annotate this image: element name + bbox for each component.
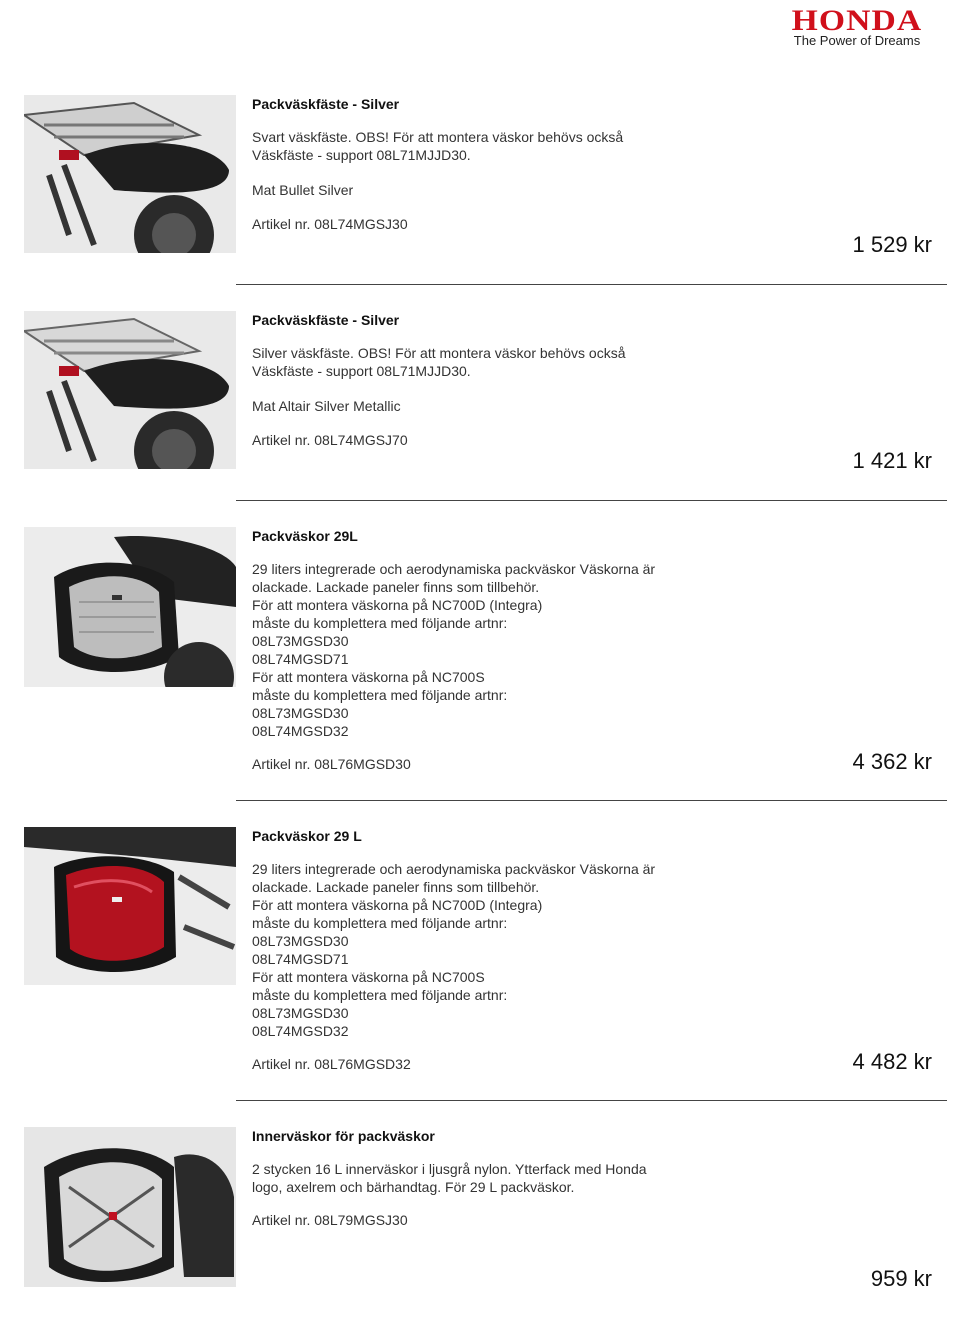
product-article: Artikel nr. 08L74MGSJ30 bbox=[252, 216, 408, 232]
divider bbox=[236, 1100, 947, 1101]
inner-bag-icon bbox=[24, 1127, 236, 1287]
product-color: Mat Altair Silver Metallic bbox=[252, 398, 401, 414]
logo-tagline: The Power of Dreams bbox=[793, 33, 921, 48]
product-description: 29 liters integrerade och aerodynamiska packväskor Väskorna är olackade. Lackade paneler finns som tillbehör. För att montera väskorna på NC700D (Integra) måste du komplettera med följande artnr: 08L73MGSD30 08L74MGSD71 För att montera väskorna på NC700S måste du komplettera med följande artnr: 08L73MGSD30 08L74MGSD32 bbox=[252, 861, 656, 1039]
divider bbox=[236, 800, 947, 801]
divider bbox=[236, 500, 947, 501]
product-title: Packväskfäste - Silver bbox=[252, 312, 400, 328]
product-title: Innerväskor för packväskor bbox=[252, 1128, 435, 1144]
product-price: 959 kr bbox=[870, 1266, 932, 1291]
rear-rack-icon bbox=[24, 311, 236, 469]
pannier-silver-icon bbox=[24, 527, 236, 687]
pannier-red-icon bbox=[24, 827, 236, 985]
logo-wordmark: HONDA bbox=[791, 4, 923, 37]
product-article: Artikel nr. 08L76MGSD32 bbox=[252, 1056, 411, 1072]
honda-logo bbox=[766, 6, 948, 50]
product-description: 2 stycken 16 L innerväskor i ljusgrå nylon. Ytterfack med Honda logo, axelrem och bärhandtag. För 29 L packväskor. bbox=[252, 1161, 647, 1195]
product-title: Packväskor 29L bbox=[252, 528, 358, 544]
product-price: 1 421 kr bbox=[852, 448, 932, 473]
rear-rack-icon bbox=[24, 95, 236, 253]
product-description: Silver väskfäste. OBS! För att montera väskor behövs också Väskfäste - support 08L71MJJD30. bbox=[252, 345, 626, 379]
divider bbox=[236, 284, 947, 285]
product-description: Svart väskfäste. OBS! För att montera väskor behövs också Väskfäste - support 08L71MJJD30. bbox=[252, 129, 624, 163]
product-title: Packväskor 29 L bbox=[252, 828, 362, 844]
product-article: Artikel nr. 08L79MGSJ30 bbox=[252, 1212, 408, 1228]
product-description: 29 liters integrerade och aerodynamiska packväskor Väskorna är olackade. Lackade paneler finns som tillbehör. För att montera väskorna på NC700D (Integra) måste du komplettera med följande artnr: 08L73MGSD30 08L74MGSD71 För att montera väskorna på NC700S måste du komplettera med följande artnr: 08L73MGSD30 08L74MGSD32 bbox=[252, 561, 656, 739]
product-color: Mat Bullet Silver bbox=[252, 182, 354, 198]
product-price: 1 529 kr bbox=[852, 232, 932, 257]
product-price: 4 362 kr bbox=[852, 749, 932, 774]
product-price: 4 482 kr bbox=[852, 1049, 932, 1074]
product-title: Packväskfäste - Silver bbox=[252, 96, 400, 112]
product-article: Artikel nr. 08L74MGSJ70 bbox=[252, 432, 408, 448]
product-article: Artikel nr. 08L76MGSD30 bbox=[252, 756, 411, 772]
